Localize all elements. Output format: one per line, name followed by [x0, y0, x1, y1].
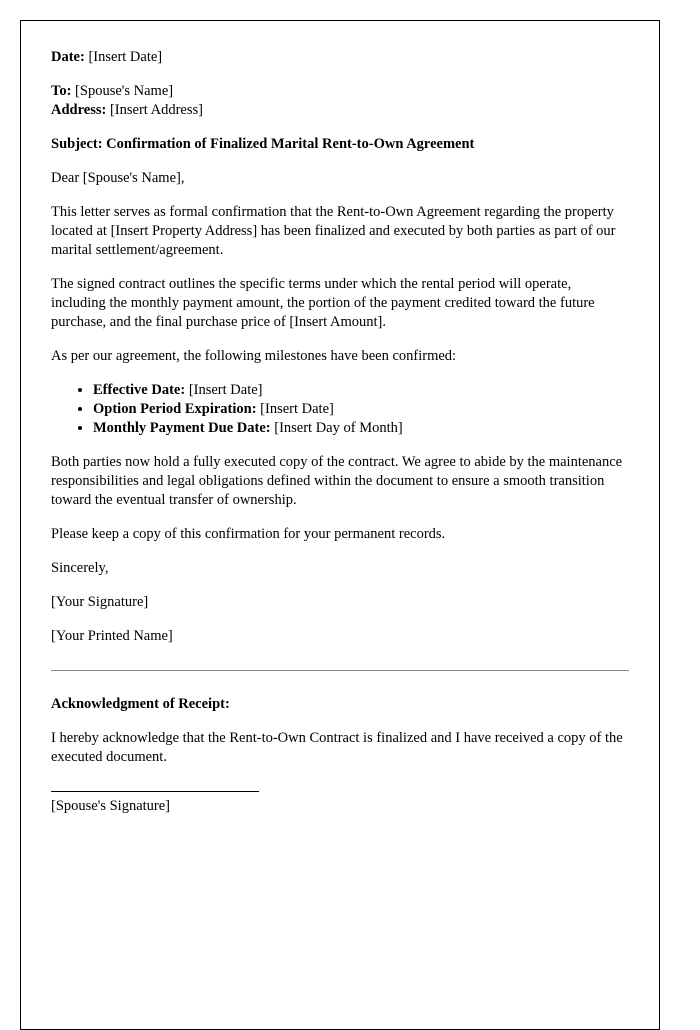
- recipient-block: [51, 82, 629, 120]
- acknowledgment-heading: Acknowledgment of Receipt:: [51, 696, 230, 712]
- date-value: [Insert Date]: [88, 49, 163, 65]
- milestone-value: [Insert Day of Month]: [274, 420, 403, 436]
- section-divider: [51, 670, 629, 671]
- your-printed-name-placeholder: [Your Printed Name]: [51, 628, 173, 644]
- paragraph-contract-terms: The signed contract outlines the specific terms under which the rental period will operate, including the monthly payment amount, the portion of the payment credited toward the future purchase, and the final purchase price of [Insert Amount].: [51, 276, 595, 330]
- paragraph-milestones-intro: As per our agreement, the following milestones have been confirmed:: [51, 348, 457, 364]
- milestones-list: [51, 381, 629, 438]
- paragraph-acknowledgment: I hereby acknowledge that the Rent-to-Own Contract is finalized and I have received a copy of the executed document.: [51, 730, 623, 765]
- address-value: [Insert Address]: [109, 102, 203, 118]
- list-item-effective-date: [93, 381, 629, 400]
- list-item-option-expiration: [93, 400, 629, 419]
- milestone-value: [Insert Date]: [260, 401, 334, 417]
- to-label: To:: [51, 83, 72, 99]
- spouse-signature-label: [Spouse's Signature]: [51, 798, 171, 814]
- date-label: Date:: [51, 49, 85, 65]
- paragraph-confirmation: This letter serves as formal confirmation that the Rent-to-Own Agreement regarding the property located at [Insert Property Address] has been finalized and executed by both parties as part of our marital settlement/agreement.: [51, 204, 616, 258]
- salutation: Dear [Spouse's Name],: [51, 170, 185, 186]
- milestone-value: [Insert Date]: [188, 382, 263, 398]
- letter-page: [20, 20, 660, 1030]
- paragraph-obligations: Both parties now hold a fully executed copy of the contract. We agree to abide by the maintenance responsibilities and legal obligations defined within the document to ensure a smooth transition toward the eventual transfer of ownership.: [51, 454, 623, 508]
- list-item-payment-due-date: [93, 419, 629, 438]
- milestone-label: Effective Date:: [93, 382, 186, 398]
- subject-line: Subject: Confirmation of Finalized Marital Rent-to-Own Agreement: [51, 136, 475, 152]
- address-label: Address:: [51, 102, 107, 118]
- paragraph-keep-copy: Please keep a copy of this confirmation for your permanent records.: [51, 526, 446, 542]
- to-value: [Spouse's Name]: [75, 83, 174, 99]
- milestone-label: Option Period Expiration:: [93, 401, 257, 417]
- closing: Sincerely,: [51, 560, 109, 576]
- milestone-label: Monthly Payment Due Date:: [93, 420, 271, 436]
- your-signature-placeholder: [Your Signature]: [51, 594, 149, 610]
- spouse-signature-line: [51, 791, 259, 792]
- date-line: [51, 48, 629, 67]
